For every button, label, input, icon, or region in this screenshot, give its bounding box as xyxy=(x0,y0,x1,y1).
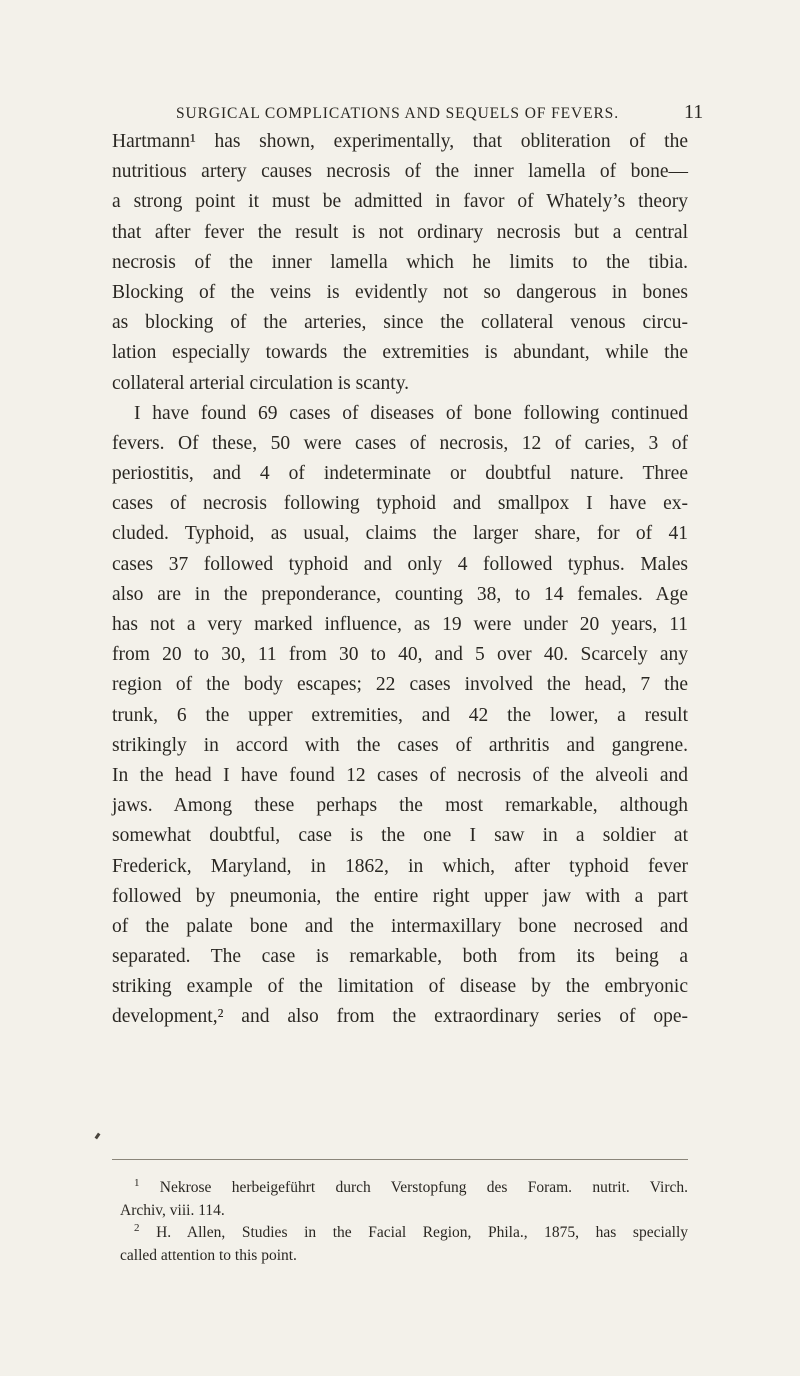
body-line: jaws. Among these perhaps the most remarkable, although xyxy=(112,795,688,817)
body-line: separated. The case is remarkable, both from its being a xyxy=(112,946,688,968)
footnote-text: H. Allen, Studies in the Facial Region, Phila., 1875, has specially xyxy=(156,1224,688,1241)
body-line: In the head I have found 12 cases of necrosis of the alveoli and xyxy=(112,764,688,786)
footnote-marker: 1 xyxy=(134,1176,140,1189)
body-line: nutritious artery causes necrosis of the inner lamella of bone— xyxy=(112,161,688,183)
footnote-text: Nekrose herbeigeführt durch Verstopfung des Foram. nutrit. Virch. xyxy=(159,1179,689,1196)
body-line: a strong point it must be admitted in favor of Whately’s theory xyxy=(112,191,688,213)
body-line: somewhat doubtful, case is the one I saw in a soldier at xyxy=(112,825,688,847)
body-line: necrosis of the inner lamella which he limits to the tibia. xyxy=(112,251,688,273)
body-line: of the palate bone and the intermaxillary bone necrosed and xyxy=(112,915,688,937)
body-line: Blocking of the veins is evidently not so dangerous in bones xyxy=(112,281,688,303)
body-line: cluded. Typhoid, as usual, claims the larger share, for of 41 xyxy=(112,523,688,545)
body-line: periostitis, and 4 of indeterminate or doubtful nature. Three xyxy=(112,463,688,485)
body-line: region of the body escapes; 22 cases involved the head, 7 the xyxy=(112,674,688,696)
body-line: Hartmann¹ has shown, experimentally, that obliteration of the xyxy=(112,131,688,152)
body-line: followed by pneumonia, the entire right upper jaw with a part xyxy=(112,885,688,907)
footnote-marker: 2 xyxy=(134,1221,140,1234)
footnote-rule xyxy=(112,1159,688,1160)
footnote-1-line-2: Archiv, viii. 114. xyxy=(120,1201,225,1219)
body-line: from 20 to 30, 11 from 30 to 40, and 5 over 40. Scarcely any xyxy=(112,644,688,666)
body-line: Frederick, Maryland, in 1862, in which, after typhoid fever xyxy=(112,855,688,877)
body-line: I have found 69 cases of diseases of bone following continued xyxy=(134,402,688,424)
body-line: collateral arterial circulation is scanty. xyxy=(112,372,410,394)
footnote-2-line-1 xyxy=(112,1222,688,1245)
footnote-2-line-2: called attention to this point. xyxy=(120,1246,297,1264)
body-line: lation especially towards the extremities is abundant, while the xyxy=(112,342,688,364)
ink-speck xyxy=(95,1133,101,1140)
body-line: that after fever the result is not ordinary necrosis but a central xyxy=(112,221,688,243)
body-text xyxy=(112,127,688,1033)
footnote-1-line-1 xyxy=(112,1177,688,1200)
body-line: also are in the preponderance, counting 38, to 14 females. Age xyxy=(112,583,688,605)
body-line: cases 37 followed typhoid and only 4 followed typhus. Males xyxy=(112,553,688,575)
body-line: as blocking of the arteries, since the collateral venous circu- xyxy=(112,312,688,334)
running-head: SURGICAL COMPLICATIONS AND SEQUELS OF FEVERS. xyxy=(176,105,619,122)
body-line: has not a very marked influence, as 19 were under 20 years, 11 xyxy=(112,614,688,635)
body-line: strikingly in accord with the cases of arthritis and gangrene. xyxy=(112,734,688,756)
body-line: striking example of the limitation of disease by the embryonic xyxy=(112,976,688,998)
page-number: 11 xyxy=(684,101,704,123)
body-line: fevers. Of these, 50 were cases of necrosis, 12 of caries, 3 of xyxy=(112,432,688,454)
footnotes xyxy=(112,1177,688,1267)
body-line: cases of necrosis following typhoid and smallpox I have ex- xyxy=(112,493,688,515)
body-line: trunk, 6 the upper extremities, and 42 the lower, a result xyxy=(112,704,688,726)
body-line: development,² and also from the extraordinary series of ope- xyxy=(112,1006,688,1028)
